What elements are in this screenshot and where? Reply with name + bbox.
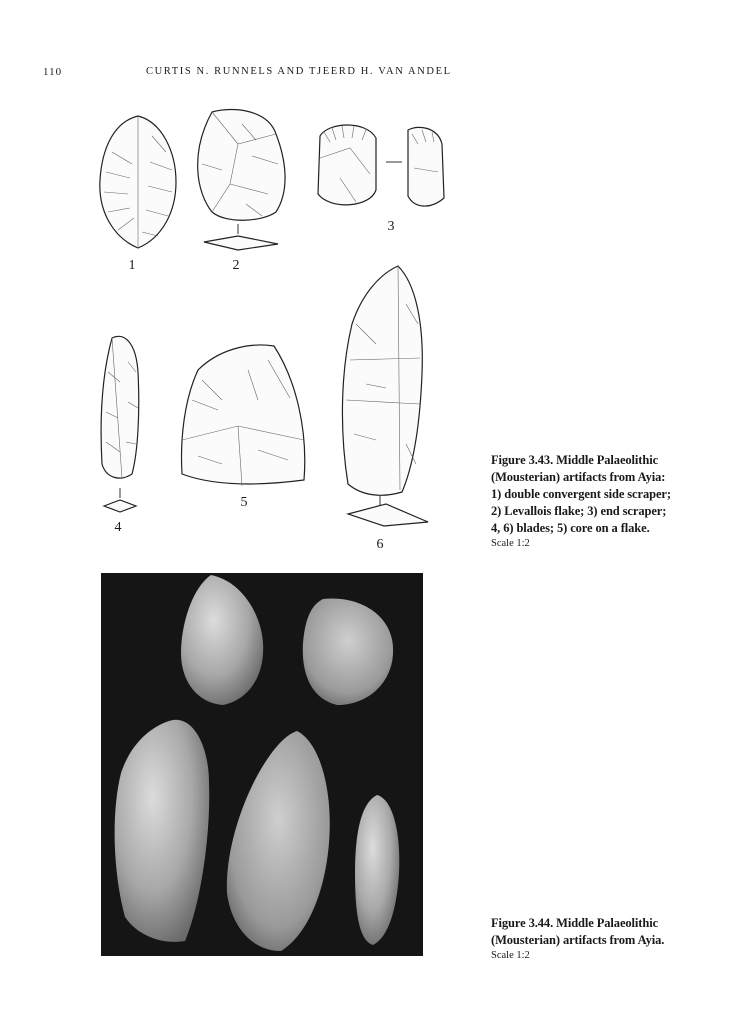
- photo-blade-bottom-middle: [227, 731, 330, 951]
- figure-3-44-caption: [491, 915, 664, 949]
- figure-label-6: 6: [376, 537, 384, 552]
- figure-label-2: 2: [232, 258, 240, 273]
- figure-3-43-scale: Scale 1:2: [491, 538, 530, 549]
- caption-line: 4, 6) blades; 5) core on a flake.: [491, 521, 650, 535]
- artifact-4-drawing: [94, 332, 148, 516]
- caption-line: 2) Levallois flake; 3) end scraper;: [491, 504, 667, 518]
- artifact-1-drawing: [92, 112, 184, 252]
- figure-label-4: 4: [114, 520, 122, 535]
- header-authors: CURTIS N. RUNNELS AND TJEERD H. VAN ANDEL: [146, 66, 452, 77]
- artifact-2-drawing: [182, 104, 294, 256]
- figure-label-1: 1: [128, 258, 136, 273]
- caption-line: (Mousterian) artifacts from Ayia.: [491, 933, 665, 947]
- caption-line: Figure 3.44. Middle Palaeolithic: [491, 916, 659, 930]
- figure-3-44-photograph: [101, 573, 423, 956]
- photo-flake-top-left: [181, 575, 263, 705]
- figure-3-43-caption: [491, 452, 671, 537]
- figure-label-5: 5: [240, 495, 248, 510]
- caption-line: (Mousterian) artifacts from Ayia:: [491, 470, 666, 484]
- figure-label-3: 3: [387, 219, 395, 234]
- photo-flake-top-right: [303, 598, 393, 705]
- page-number: 110: [43, 66, 63, 78]
- running-head: [0, 66, 748, 82]
- artifact-3-drawing: [310, 118, 450, 214]
- artifact-5-drawing: [178, 340, 312, 490]
- artifact-6-drawing: [336, 264, 436, 530]
- photo-blade-bottom-right: [355, 795, 399, 945]
- photo-blade-bottom-left: [115, 720, 210, 942]
- figure-3-44-scale: Scale 1:2: [491, 950, 530, 961]
- caption-line: Figure 3.43. Middle Palaeolithic: [491, 453, 659, 467]
- caption-line: 1) double convergent side scraper;: [491, 487, 671, 501]
